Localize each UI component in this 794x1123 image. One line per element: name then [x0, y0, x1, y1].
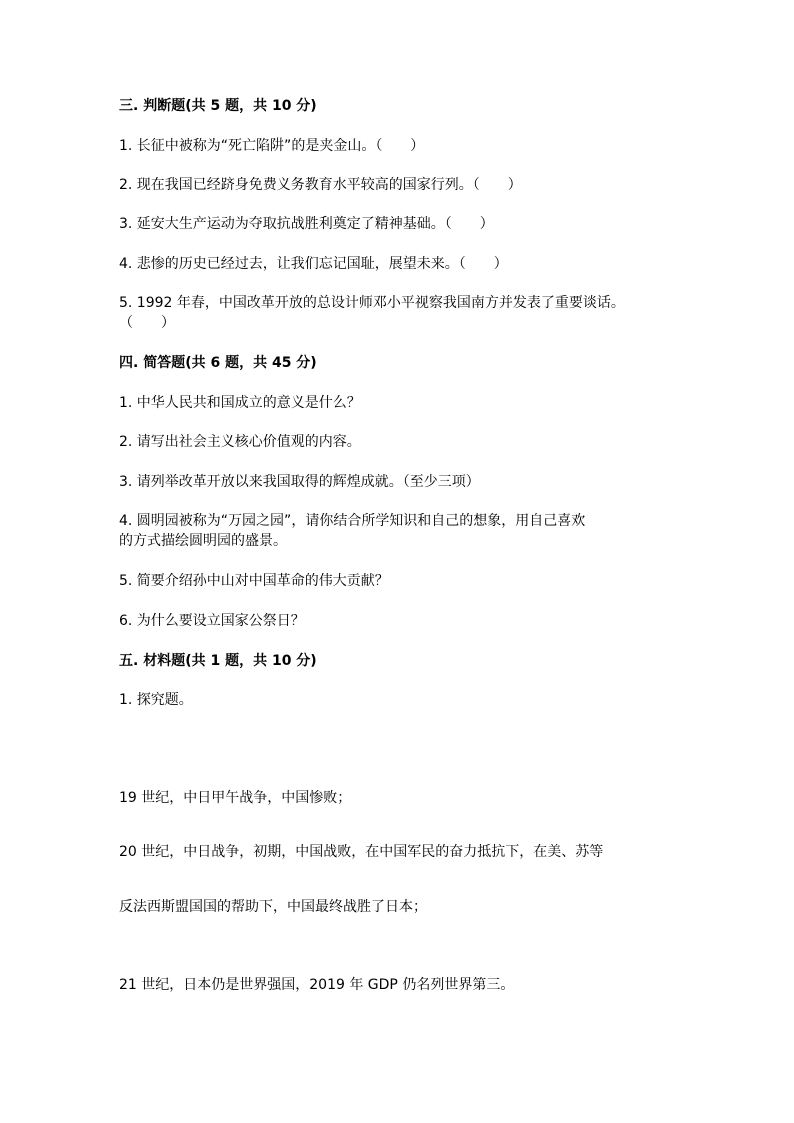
section-5-question-1: 1. 探究题。 [119, 692, 193, 708]
material-line-21st-century: 21 世纪，日本仍是世界强国，2019 年 GDP 仍名列世界第三。 [119, 977, 515, 993]
section-4-question-4-cont: 的方式描绘圆明园的盛景。 [119, 533, 287, 549]
material-line-20th-century: 20 世纪，中日战争，初期，中国战败，在中国军民的奋力抵抗下，在美、苏等 [119, 844, 604, 860]
section-3-question-5: 5. 1992 年春，中国改革开放的总设计师邓小平视察我国南方并发表了重要谈话。 [119, 295, 625, 311]
section-4-question-3: 3. 请列举改革开放以来我国取得的辉煌成就。（至少三项） [119, 474, 480, 490]
section-3-question-1: 1. 长征中被称为“死亡陷阱”的是夹金山。（ ） [119, 138, 425, 154]
section-3-question-4: 4. 悲惨的历史已经过去，让我们忘记国耻，展望未来。（ ） [119, 256, 508, 272]
section-5-heading: 五. 材料题(共 1 题，共 10 分) [119, 653, 317, 669]
section-4-question-2: 2. 请写出社会主义核心价值观的内容。 [119, 434, 361, 450]
section-4-question-6: 6. 为什么要设立国家公祭日？ [119, 613, 305, 629]
section-3-heading: 三. 判断题(共 5 题，共 10 分) [119, 98, 317, 114]
section-4-heading: 四. 简答题(共 6 题，共 45 分) [119, 355, 317, 371]
material-line-20th-century-cont: 反法西斯盟国国的帮助下，中国最终战胜了日本； [119, 899, 427, 915]
section-4-question-4: 4. 圆明园被称为“万园之园”，请你结合所学知识和自己的想象，用自己喜欢 [119, 513, 586, 529]
material-line-19th-century: 19 世纪，中日甲午战争，中国惨败； [119, 790, 352, 806]
section-4-question-1: 1. 中华人民共和国成立的意义是什么？ [119, 395, 361, 411]
section-4-question-5: 5. 简要介绍孙中山对中国革命的伟大贡献？ [119, 573, 389, 589]
section-3-question-3: 3. 延安大生产运动为夺取抗战胜利奠定了精神基础。（ ） [119, 216, 494, 232]
section-3-question-2: 2. 现在我国已经跻身免费义务教育水平较高的国家行列。（ ） [119, 177, 522, 193]
section-3-question-5-bracket: （ ） [119, 315, 175, 331]
